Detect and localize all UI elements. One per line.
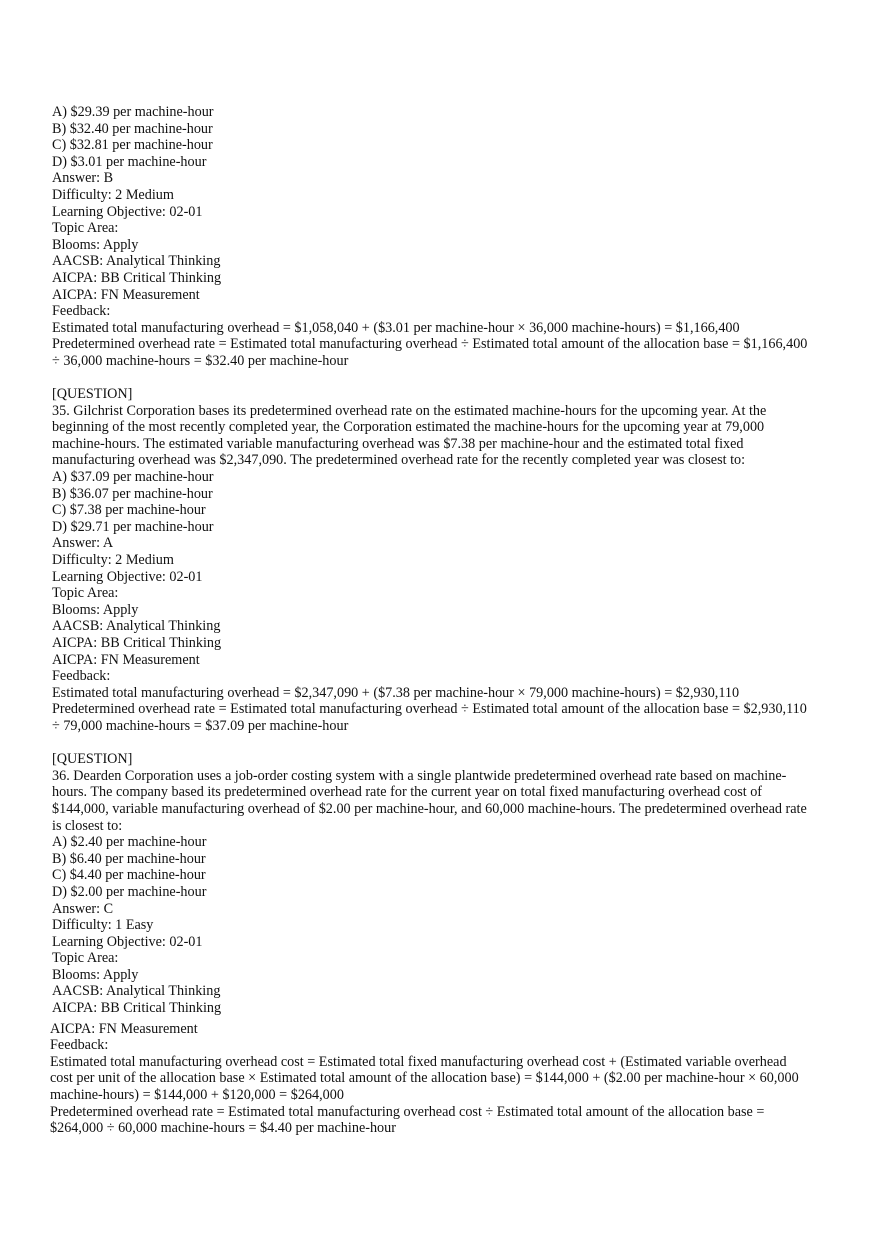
learning-objective: Learning Objective: 02-01 <box>52 203 203 220</box>
feedback-label: Feedback: <box>52 668 111 685</box>
aicpa-fn: AICPA: FN Measurement <box>52 286 200 303</box>
aicpa-fn: AICPA: FN Measurement <box>50 1020 198 1037</box>
aicpa-bb: AICPA: BB Critical Thinking <box>52 1000 222 1017</box>
answer-key: Answer: B <box>52 170 114 187</box>
answer-option-c: C) $4.40 per machine-hour <box>52 867 206 884</box>
learning-objective: Learning Objective: 02-01 <box>52 933 203 950</box>
answer-option-a: A) $2.40 per machine-hour <box>52 834 207 851</box>
question-tag: [QUESTION] <box>52 386 133 403</box>
answer-option-a: A) $37.09 per machine-hour <box>52 469 214 486</box>
learning-objective: Learning Objective: 02-01 <box>52 568 203 585</box>
aicpa-bb: AICPA: BB Critical Thinking <box>52 635 222 651</box>
feedback-label: Feedback: <box>50 1037 109 1054</box>
answer-option-c: C) $32.81 per machine-hour <box>52 137 213 154</box>
feedback-label: Feedback: <box>52 303 111 320</box>
answer-key: Answer: A <box>52 535 114 552</box>
question-text: 36. Dearden Corporation uses a job-order costing system with a single plantwide predetermined overhead rate based on machine-hours. The company based its predetermined overhead rate for the current year on total fixed manufacturing overhead cost of $144,000, variable manufacturing overhead of $2.00 per machine-hour, and 60,000 machine-hours. The predetermined overhead rate is closest to: <box>52 767 807 834</box>
blooms: Blooms: Apply <box>52 966 139 983</box>
answer-option-c: C) $7.38 per machine-hour <box>52 502 206 519</box>
answer-option-b: B) $32.40 per machine-hour <box>52 120 213 137</box>
blooms: Blooms: Apply <box>52 236 139 253</box>
feedback-line: Estimated total manufacturing overhead = $2,347,090 + ($7.38 per machine-hour × 79,000 machine-hours) = $2,930,110 <box>52 684 740 701</box>
question-tag: [QUESTION] <box>52 751 133 768</box>
difficulty: Difficulty: 2 Medium <box>52 552 174 569</box>
feedback-line: Estimated total manufacturing overhead = $1,058,040 + ($3.01 per machine-hour × 36,000 machine-hours) = $1,166,400 <box>52 319 740 336</box>
aicpa-bb: AICPA: BB Critical Thinking <box>52 269 222 286</box>
feedback-line: Predetermined overhead rate = Estimated total manufacturing overhead ÷ Estimated total amount of the allocation base = $2,930,110 ÷ 79,000 machine-hours = $37.09 per machine-hour <box>52 701 807 734</box>
blooms: Blooms: Apply <box>52 601 139 618</box>
feedback-line: Estimated total manufacturing overhead cost = Estimated total fixed manufacturing overhead cost + (Estimated variable overhead cost per unit of the allocation base × Estimated total amount of the allocation base) = $144,000 + ($2.00 per machine-hour × 60,000 machine-hours) = $144,000 + $120,000 = $264,000 <box>50 1053 799 1104</box>
topic-area: Topic Area: <box>52 950 119 967</box>
aacsb: AACSB: Analytical Thinking <box>52 253 221 270</box>
document-page <box>52 104 812 1137</box>
answer-option-b: B) $6.40 per machine-hour <box>52 850 206 867</box>
feedback-line: Predetermined overhead rate = Estimated total manufacturing overhead cost ÷ Estimated total amount of the allocation base = $264,000 ÷ 60,000 machine-hours = $4.40 per machine-hour <box>50 1103 765 1137</box>
answer-option-d: D) $2.00 per machine-hour <box>52 883 207 900</box>
question-36 <box>52 751 812 1137</box>
question-text: 35. Gilchrist Corporation bases its predetermined overhead rate on the estimated machine-hours for the upcoming year. At the beginning of the most recently completed year, the Corporation estimated the machine-hours for the upcoming year at 79,000 machine-hours. The estimated variable manufacturing overhead was $7.38 per machine-hour and the estimated total fixed manufacturing overhead was $2,347,090. The predetermined overhead rate for the recently completed year was closest to: <box>52 402 767 469</box>
answer-option-d: D) $3.01 per machine-hour <box>52 153 207 170</box>
aacsb: AACSB: Analytical Thinking <box>52 618 221 635</box>
aacsb: AACSB: Analytical Thinking <box>52 983 221 1000</box>
feedback-line: Predetermined overhead rate = Estimated total manufacturing overhead ÷ Estimated total amount of the allocation base = $1,166,400 ÷ 36,000 machine-hours = $32.40 per machine-hour <box>52 336 808 369</box>
topic-area: Topic Area: <box>52 220 119 237</box>
answer-key: Answer: C <box>52 900 114 917</box>
answer-option-a: A) $29.39 per machine-hour <box>52 104 214 120</box>
difficulty: Difficulty: 2 Medium <box>52 186 174 203</box>
answer-option-b: B) $36.07 per machine-hour <box>52 485 213 502</box>
spacer <box>52 735 812 752</box>
aicpa-fn: AICPA: FN Measurement <box>52 651 200 668</box>
question-34-continuation <box>52 104 812 370</box>
topic-area: Topic Area: <box>52 585 119 602</box>
answer-option-d: D) $29.71 per machine-hour <box>52 518 214 535</box>
spacer <box>52 370 812 387</box>
question-35 <box>52 386 812 734</box>
difficulty: Difficulty: 1 Easy <box>52 917 154 934</box>
